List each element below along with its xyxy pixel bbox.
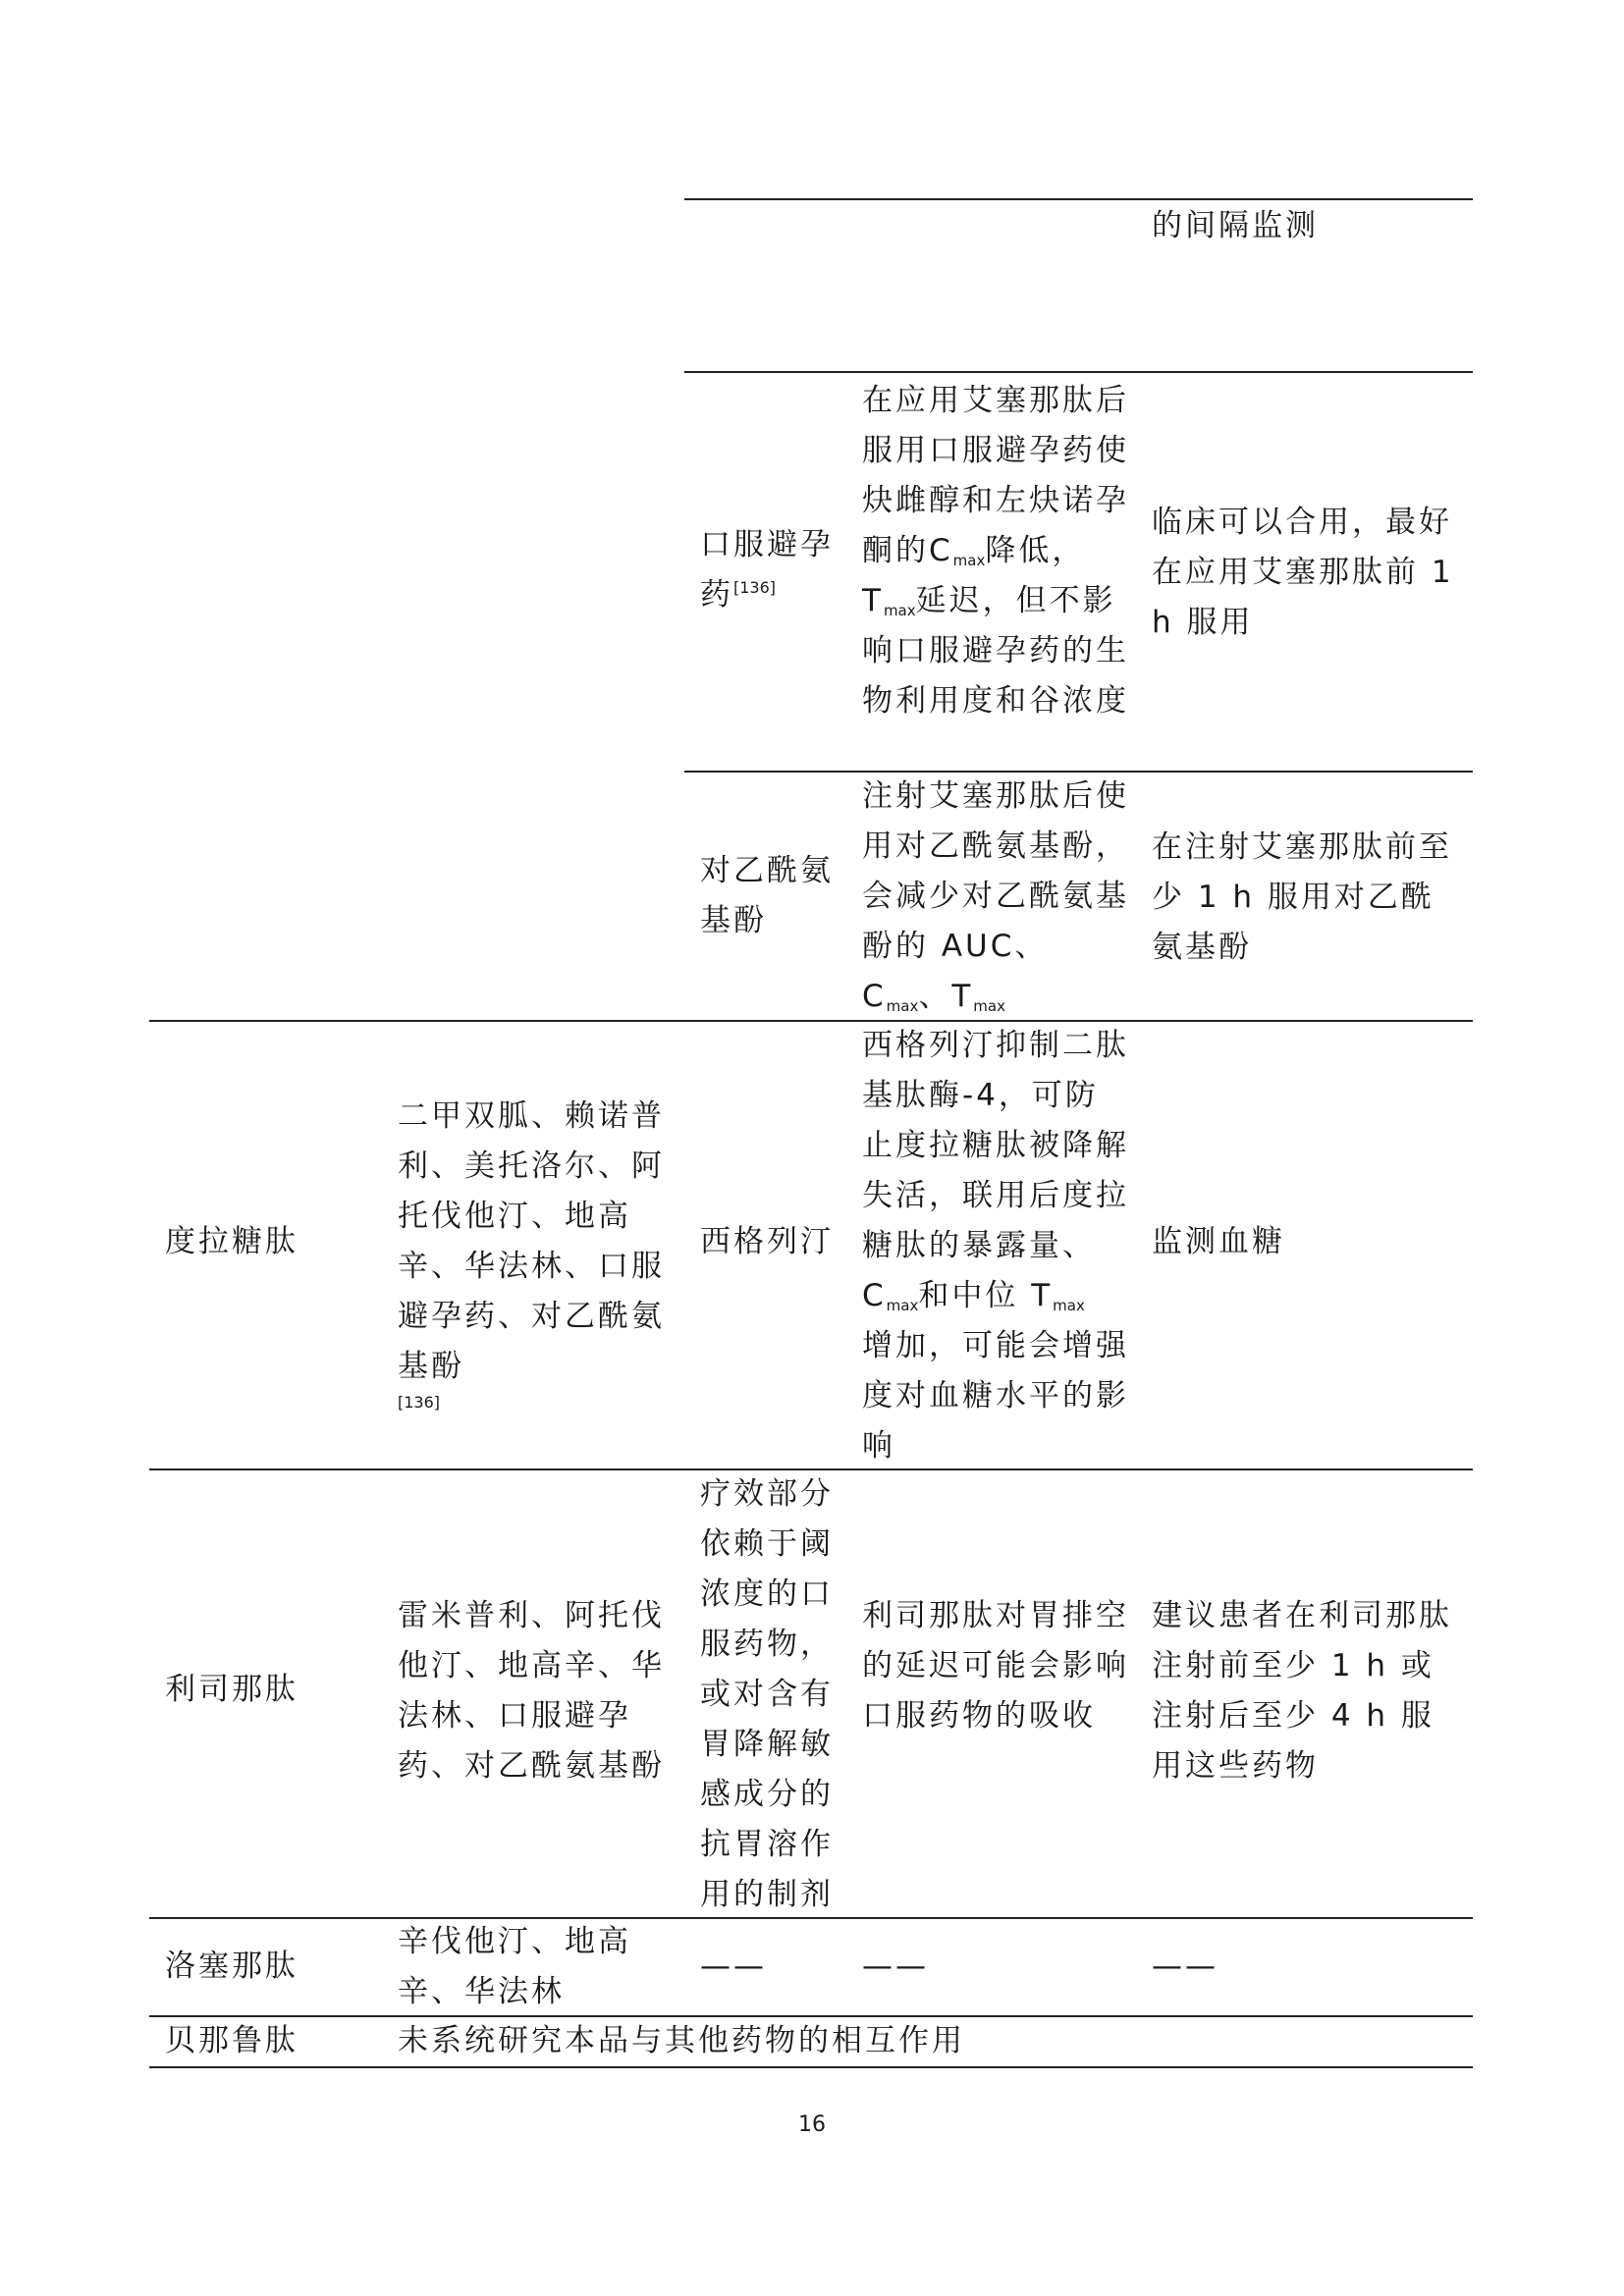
loxe-col2: —— <box>700 1949 767 1984</box>
dula-col1 <box>398 1092 682 1414</box>
dula-col4: 监测血糖 <box>1152 1224 1285 1259</box>
apap-col4: 在注射艾塞那肽前至少 1 h 服用对乙酰氨基酚 <box>1152 829 1452 965</box>
dula-drug: 度拉糖肽 <box>165 1224 298 1259</box>
rule-1 <box>684 371 1473 373</box>
oral-col4: 临床可以合用，最好在应用艾塞那肽前 1 h 服用 <box>1152 505 1454 640</box>
rule-bottom <box>149 2066 1473 2068</box>
loxe-drug: 洛塞那肽 <box>165 1949 298 1984</box>
rule-3 <box>149 1020 1473 1022</box>
lixi-col4: 建议患者在利司那肽注射前至少 1 h 或注射后至少 4 h 服用这些药物 <box>1152 1598 1452 1784</box>
loxe-col3: —— <box>862 1949 929 1984</box>
dula-col3-sub2: max <box>1053 1297 1085 1314</box>
oral-col3-c: 延迟，但不影响口服避孕药的生物利用度和谷浓度 <box>862 583 1129 719</box>
lixi-col1: 雷米普利、阿托伐他汀、地高辛、华法林、口服避孕药、对乙酰氨基酚 <box>398 1598 665 1784</box>
oral-col3-sub2: max <box>883 602 916 619</box>
oral-col3-a: 在应用艾塞那肽后服用口服避孕药使炔雌醇和左炔诺孕酮的C <box>862 383 1129 568</box>
cont-col4: 的间隔监测 <box>1152 208 1319 243</box>
oral-col3 <box>862 376 1129 726</box>
dula-col3-c: 增加，可能会增强度对血糖水平的影响 <box>862 1328 1129 1464</box>
loxe-col4: —— <box>1152 1949 1218 1984</box>
apap-col3-sub1: max <box>886 997 919 1015</box>
oral-col2 <box>700 520 838 620</box>
loxe-col1: 辛伐他汀、地高辛、华法林 <box>398 1924 631 2009</box>
dula-col3-a: 西格列汀抑制二肽基肽酶-4，可防止度拉糖肽被降解失活，联用后度拉糖肽的暴露量、C <box>862 1028 1129 1313</box>
apap-col3 <box>862 772 1129 1022</box>
lixi-col3: 利司那肽对胃排空的延迟可能会影响口服药物的吸收 <box>862 1598 1129 1734</box>
rule-top <box>684 198 1473 200</box>
dula-col3-b: 和中位 T <box>918 1278 1054 1313</box>
apap-col3-a: 注射艾塞那肽后使用对乙酰氨基酚，会减少对乙酰氨基酚的 AUC、C <box>862 778 1129 1014</box>
bei-drug: 贝那鲁肽 <box>165 2023 298 2058</box>
dula-col2: 西格列汀 <box>700 1224 834 1259</box>
bei-note: 未系统研究本品与其他药物的相互作用 <box>398 2023 965 2058</box>
apap-col3-b: 、T <box>918 979 974 1014</box>
lixi-drug: 利司那肽 <box>165 1672 298 1707</box>
apap-col3-sub2: max <box>973 997 1005 1015</box>
oral-col3-b: 降低，T <box>862 533 1086 618</box>
dula-col3 <box>862 1021 1129 1471</box>
dula-col1-ref: [136] <box>398 1393 441 1412</box>
page-number: 16 <box>798 2112 826 2137</box>
lixi-col2: 疗效部分依赖于阈浓度的口服药物，或对含有胃降解敏感成分的抗胃溶作用的制剂 <box>700 1476 834 1912</box>
apap-col2: 对乙酰氨基酚 <box>700 853 834 938</box>
dula-col3-sub1: max <box>886 1297 919 1314</box>
oral-col2-text: 口服避孕药 <box>700 527 834 613</box>
oral-col2-ref: [136] <box>733 578 777 597</box>
oral-col3-sub1: max <box>952 552 986 569</box>
dula-col1-text: 二甲双胍、赖诺普利、美托洛尔、阿托伐他汀、地高辛、华法林、口服避孕药、对乙酰氨基酚 <box>398 1098 665 1384</box>
